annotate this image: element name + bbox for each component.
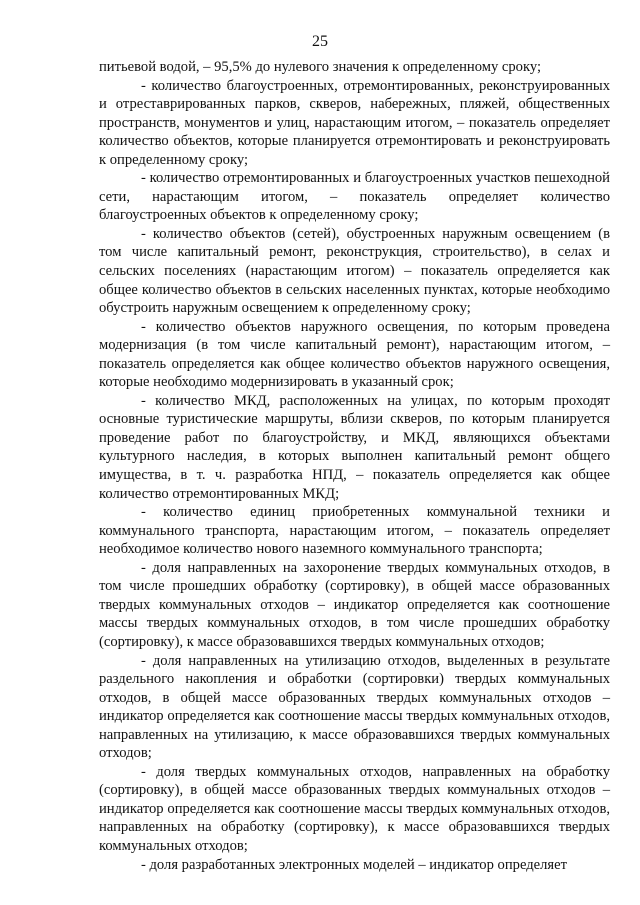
list-item: - количество объектов наружного освещения, по которым проведена модернизация (в том числе капитальный ремонт), нарастающим итогом, – показатель определяется как общее количество объектов наружного освещения, которые необходимо модернизировать в указанный срок; [99,318,610,391]
document-body [99,58,610,874]
list-item: - количество благоустроенных, отремонтированных, реконструированных и отреставрированных парков, скверов, набережных, пляжей, общественных пространств, монументов и улиц, нарастающим итогом, – показатель определяет количество объектов, которые планируется отремонтировать и реконструировать к определенному сроку; [99,77,610,168]
list-item: - доля разработанных электронных моделей – индикатор определяет [141,856,567,873]
paragraph-continuation: питьевой водой, – 95,5% до нулевого значения к определенному сроку; [99,59,542,75]
list-item: - доля направленных на захоронение твердых коммунальных отходов, в том числе прошедших обработку (сортировку), в общей массе образованных твердых коммунальных отходов – индикатор определяется как соотношение массы твердых коммунальных отходов, в том числе прошедших обработку (сортировку), к массе образовавшихся твердых коммунальных отходов; [99,559,610,650]
list-item: - доля твердых коммунальных отходов, направленных на обработку (сортировку), в общей массе образованных твердых коммунальных отходов – индикатор определяется как соотношение массы твердых коммунальных отходов, направленных на обработку (сортировку), к массе образовавшихся твердых коммунальных отходов; [99,763,610,854]
list-item: - количество единиц приобретенных коммунальной техники и коммунального транспорта, нарастающим итогом, – показатель определяет необходимое количество нового наземного коммунального транспорта; [99,504,610,558]
page-number: 25 [312,33,328,50]
list-item: - количество отремонтированных и благоустроенных участков пешеходной сети, нарастающим итогом, – показатель определяет количество благоустроенных объектов к определенному сроку; [99,170,610,224]
list-item: - количество МКД, расположенных на улицах, по которым проходят основные туристические маршруты, вблизи скверов, по которым планируется проведение работ по благоустройству, и МКД, являющихся объектами культурного наследия, в которых выполнен капитальный ремонт общего имущества, в т. ч. разработка НПД, – показатель определяется как общее количество отремонтированных МКД; [99,392,610,502]
list-item: - доля направленных на утилизацию отходов, выделенных в результате раздельного накопления и обработки (сортировки) твердых коммунальных отходов, в общей массе образованных твердых коммунальных отходов – индикатор определяется как соотношение массы твердых коммунальных отходов, направленных на утилизацию, к массе образовавшихся твердых коммунальных отходов; [99,652,610,762]
list-item: - количество объектов (сетей), обустроенных наружным освещением (в том числе капитальный ремонт, реконструкция, строительство), в селах и сельских поселениях (нарастающим итогом) – показатель определяется как общее количество объектов в сельских населенных пунктах, которые необходимо обустроить наружным освещением к определенному сроку; [99,225,610,317]
